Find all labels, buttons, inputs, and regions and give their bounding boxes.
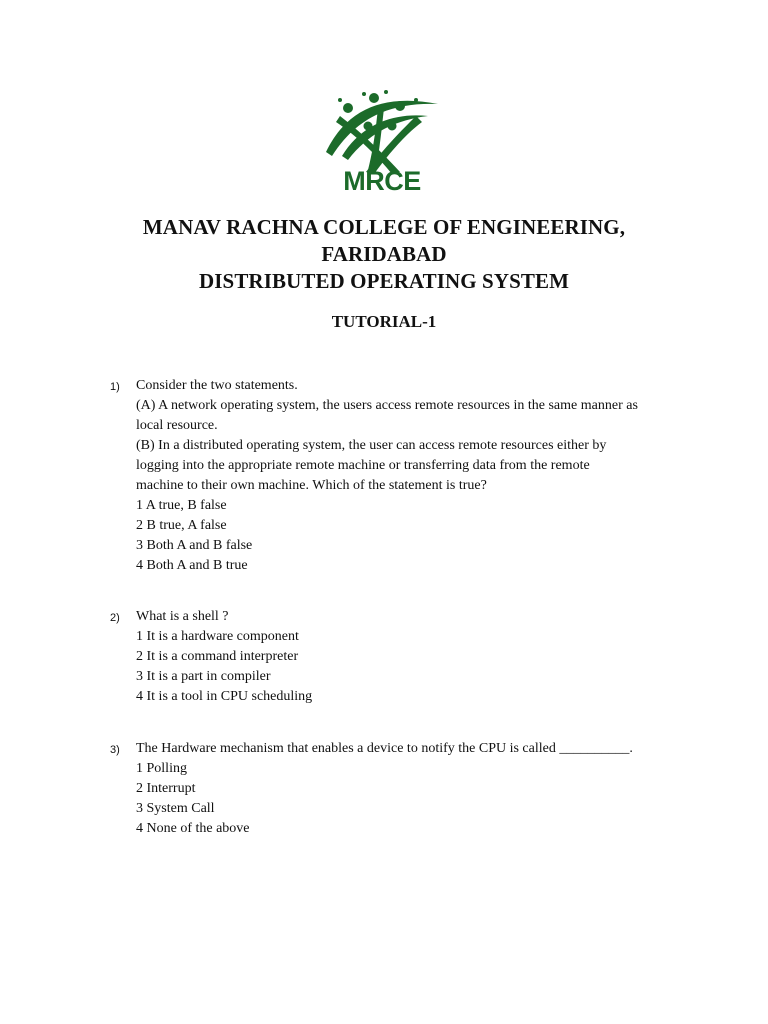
answer-option: 2 Interrupt	[136, 781, 196, 796]
answer-option: 1 Polling	[136, 761, 187, 776]
question-text-line: Consider the two statements.	[136, 378, 298, 393]
question-text-line: The Hardware mechanism that enables a device to notify the CPU is called __________.	[136, 741, 633, 756]
question-number: 3)	[110, 744, 120, 756]
document-header	[0, 214, 768, 295]
answer-option: 4 Both A and B true	[136, 558, 248, 573]
answer-option: 3 It is a part in compiler	[136, 669, 271, 684]
answer-option: 4 None of the above	[136, 821, 250, 836]
question-text-line: machine to their own machine. Which of the statement is true?	[136, 478, 487, 493]
question-body	[136, 376, 691, 576]
tutorial-title: TUTORIAL-1	[331, 312, 437, 331]
question-number: 1)	[110, 381, 120, 393]
answer-option: 3 System Call	[136, 801, 215, 816]
course-title: DISTRIBUTED OPERATING SYSTEM	[199, 269, 569, 293]
question-body	[136, 739, 691, 839]
question-text-line: local resource.	[136, 418, 218, 433]
answer-option: 1 A true, B false	[136, 498, 227, 513]
answer-option: 4 It is a tool in CPU scheduling	[136, 689, 313, 704]
question-text-line: logging into the appropriate remote machine or transferring data from the remote	[136, 458, 590, 473]
answer-option: 1 It is a hardware component	[136, 629, 299, 644]
question-number: 2)	[110, 612, 120, 624]
mrce-logo-icon	[318, 86, 446, 196]
question-text-line: (B) In a distributed operating system, the user can access remote resources either by	[136, 438, 607, 453]
question-text-line: What is a shell ?	[136, 609, 229, 624]
question-text-line: (A) A network operating system, the users access remote resources in the same manner as	[136, 398, 638, 413]
answer-option: 3 Both A and B false	[136, 538, 253, 553]
logo-text: MRCE	[343, 166, 421, 196]
college-name-line1: MANAV RACHNA COLLEGE OF ENGINEERING,	[142, 215, 626, 239]
question-body	[136, 607, 691, 707]
college-name-line2: FARIDABAD	[321, 242, 447, 266]
answer-option: 2 It is a command interpreter	[136, 649, 299, 664]
answer-option: 2 B true, A false	[136, 518, 227, 533]
mrce-logo	[318, 86, 446, 196]
